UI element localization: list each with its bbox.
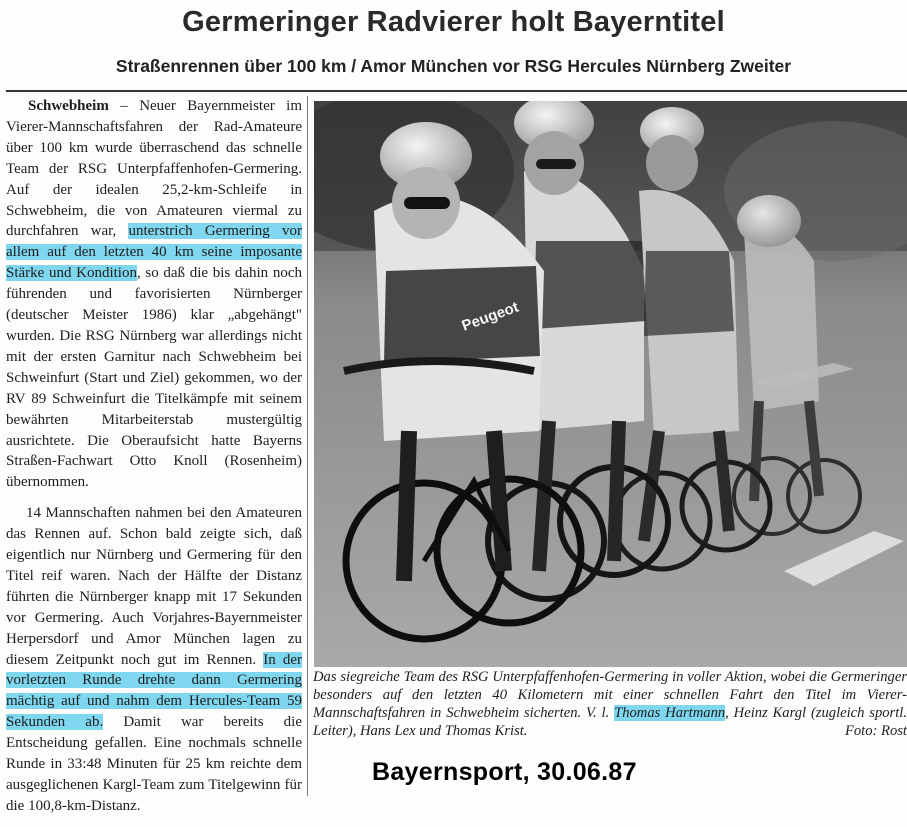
- column-divider: [307, 96, 308, 796]
- article-text: Damit war bereits die Entscheidung gefallen. Eine nochmals schnelle Runde in 33:48 Minuten für 25 km reichte dem ausgeglichenen Kargl-Team zum Titelgewinn für die 100,8-km-Distanz.: [6, 714, 302, 814]
- dateline: Schwebheim: [28, 98, 109, 114]
- article-text: , so daß die bis dahin noch führenden und favorisierten Nürnberger (deutscher Meister 1986) klar „abgehängt" wurden. Die RSG Nürnberg war allerdings nicht mit der ersten Garnitur nach Schwebheim bei Schweinfurt (Start und Ziel) gekommen, wo der RV 89 Schweinfurt die Titelkämpfe mit seinem bewährten Mitarbeiterstab mustergültig ausrichtete. Die Oberaufsicht hatte Bayerns Straßen-Fachwart Otto Knoll (Rosenheim) übernommen.: [6, 265, 303, 491]
- subheadline: Straßenrennen über 100 km / Amor München vor RSG Hercules Nürnberg Zweiter: [115, 56, 792, 76]
- cycling-team-photo: [314, 101, 907, 667]
- highlighted-name: Thomas Hartmann: [614, 705, 726, 721]
- photo-credit: Foto: Rost: [844, 723, 907, 739]
- highlighted-passage: In der vorletzten Runde drehte dann Germering mächtig auf und nahm dem Hercules-Team 59 Sekunden ab.: [6, 651, 302, 731]
- article-paragraph-2: [6, 503, 302, 817]
- headline-rule: [6, 90, 907, 92]
- source-label: Bayernsport, 30.06.87: [372, 758, 637, 786]
- article-text: 14 Mannschaften nahmen bei den Amateuren das Rennen auf. Schon bald zeigte sich, daß eigentlich nur Nürnberg und Germering für den Titel reif waren. Nach der Hälfte der Distanz führten die Nürnberger knapp mit 17 Sekunden vor Germering. Auch Vorjahres-Bayernmeister Herpersdorf und Amor München lagen zu diesem Zeitpunkt noch gut im Rennen.: [6, 505, 302, 668]
- jersey-sponsor-text: Peugeot: [459, 298, 521, 335]
- article-text: – Neuer Bayernmeister im Vierer-Mannschaftsfahren der Rad-Amateure über 100 km wurde überraschend das schnelle Team der RSG Unterpfaffenhofen-Germering. Auf der idealen 25,2-km-Schleife in Schwebheim, die von Amateuren viermal zu durchfahren war,: [6, 98, 302, 240]
- caption-text: Das siegreiche Team des RSG Unterpfaffenhofen-Germering in voller Aktion, wobei die Germeringer besonders auf den letzten 40 Kilometern mit einer schnellen Fahrt den Titel im Vierer-Mannschaftsfahren in Schwebheim sicherten. V. l.: [313, 669, 907, 721]
- headline: Germeringer Radvierer holt Bayerntitel: [182, 6, 725, 38]
- article-paragraph-1: [6, 96, 302, 493]
- photo-caption: [313, 668, 907, 740]
- article-body: [6, 96, 302, 827]
- caption-text: , Heinz Kargl (zugleich sportl. Leiter), Hans Lex und Thomas Krist.: [313, 705, 907, 739]
- highlighted-passage: unterstrich Germering vor allem auf den letzten 40 km seine imposante Stärke und Kondition: [6, 223, 302, 282]
